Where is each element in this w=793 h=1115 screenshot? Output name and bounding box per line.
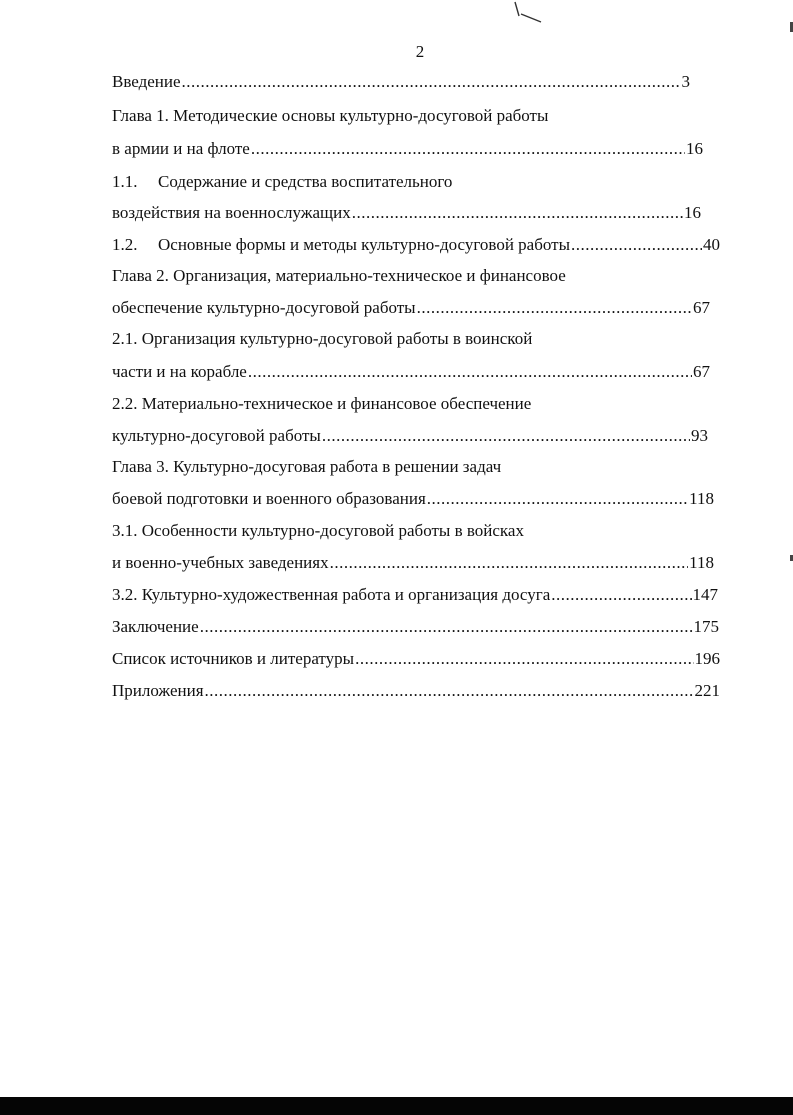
toc-leader-dots: [417, 296, 692, 320]
toc-leader-dots: [427, 487, 688, 511]
toc-entry-chapter-1-line-1[interactable]: [112, 104, 548, 128]
toc-entry-title: 2.2. Материально-техническое и финансовое обеспечение: [112, 394, 532, 413]
toc-entry-title: Приложения: [112, 681, 204, 700]
toc-entry-title: Основные формы и методы культурно-досуговой работы: [158, 235, 570, 254]
toc-entry-title: культурно-досуговой работы: [112, 426, 321, 445]
toc-entry-page: 175: [693, 617, 719, 636]
toc-entry-page: 16: [686, 139, 703, 158]
toc-entry-page: 40: [703, 235, 720, 254]
toc-leader-dots: [571, 233, 702, 257]
toc-entry-chapter-1-line-2[interactable]: [112, 137, 703, 161]
toc-entry-title: воздействия на военнослужащих: [112, 203, 351, 222]
toc-entry-page: 196: [694, 649, 720, 668]
toc-leader-dots: [330, 551, 689, 575]
toc-entry-section-2-1-line-1[interactable]: [112, 327, 532, 351]
toc-entry-title: Глава 3. Культурно-досуговая работа в решении задач: [112, 457, 502, 476]
toc-entry-section-2-2-line-2[interactable]: [112, 424, 708, 448]
toc-entry-page: 147: [692, 585, 718, 604]
toc-entry-title: в армии и на флоте: [112, 139, 250, 158]
toc-entry-page: 3: [681, 72, 690, 91]
toc-entry-title: Глава 2. Организация, материально-техническое и финансовое: [112, 266, 566, 285]
toc-leader-dots: [200, 615, 693, 639]
toc-entry-introduction[interactable]: [112, 70, 690, 94]
toc-entry-chapter-2-line-1[interactable]: [112, 264, 566, 288]
toc-entry-chapter-3-line-1[interactable]: [112, 455, 501, 479]
toc-entry-bibliography[interactable]: [112, 647, 720, 671]
toc-entry-page: 118: [689, 553, 714, 572]
toc-leader-dots: [182, 70, 681, 94]
toc-leader-dots: [355, 647, 693, 671]
toc-entry-title: и военно-учебных заведениях: [112, 553, 329, 572]
toc-entry-title: части и на корабле: [112, 362, 247, 381]
toc-entry-title: 2.1. Организация культурно-досуговой работы в воинской: [112, 329, 533, 348]
toc-entry-title: обеспечение культурно-досуговой работы: [112, 298, 416, 317]
toc-entry-section-1-1-line-1[interactable]: [112, 170, 452, 194]
toc-entry-title: Введение: [112, 72, 181, 91]
toc-entry-page: 16: [684, 203, 701, 222]
toc-leader-dots: [205, 679, 694, 703]
toc-section-number: 1.1.: [112, 172, 138, 191]
page-number: 2: [415, 42, 425, 61]
toc-entry-conclusion[interactable]: [112, 615, 719, 639]
toc-entry-chapter-3-line-2[interactable]: [112, 487, 714, 511]
toc-entry-title: боевой подготовки и военного образования: [112, 489, 426, 508]
toc-entry-page: 93: [691, 426, 708, 445]
toc-leader-dots: [251, 137, 685, 161]
toc-entry-section-2-2-line-1[interactable]: [112, 392, 531, 416]
toc-entry-page: 67: [693, 298, 710, 317]
toc-leader-dots: [352, 201, 683, 225]
toc-entry-section-3-2[interactable]: [112, 583, 718, 607]
toc-entry-section-1-1-line-2[interactable]: [112, 201, 701, 225]
toc-entry-title: 3.2. Культурно-художественная работа и организация досуга: [112, 585, 551, 604]
toc-entry-chapter-2-line-2[interactable]: [112, 296, 710, 320]
toc-entry-section-2-1-line-2[interactable]: [112, 360, 710, 384]
toc-entry-appendices[interactable]: [112, 679, 720, 703]
toc-entry-page: 118: [689, 489, 714, 508]
toc-entry-title: Содержание и средства воспитательного: [158, 172, 453, 191]
toc-entry-title: Глава 1. Методические основы культурно-досуговой работы: [112, 106, 549, 125]
toc-leader-dots: [551, 583, 691, 607]
toc-entry-section-1-2[interactable]: [112, 233, 720, 257]
scan-bottom-border: [0, 1097, 793, 1115]
toc-entry-section-3-1-line-1[interactable]: [112, 519, 524, 543]
toc-leader-dots: [322, 424, 690, 448]
toc-entry-page: 67: [693, 362, 710, 381]
toc-entry-title: Заключение: [112, 617, 199, 636]
toc-entry-title: 3.1. Особенности культурно-досуговой работы в войсках: [112, 521, 524, 540]
toc-entry-title: Список источников и литературы: [112, 649, 355, 668]
toc-entry-page: 221: [694, 681, 720, 700]
toc-section-number: 1.2.: [112, 235, 138, 254]
toc-leader-dots: [248, 360, 692, 384]
toc-entry-section-3-1-line-2[interactable]: [112, 551, 714, 575]
